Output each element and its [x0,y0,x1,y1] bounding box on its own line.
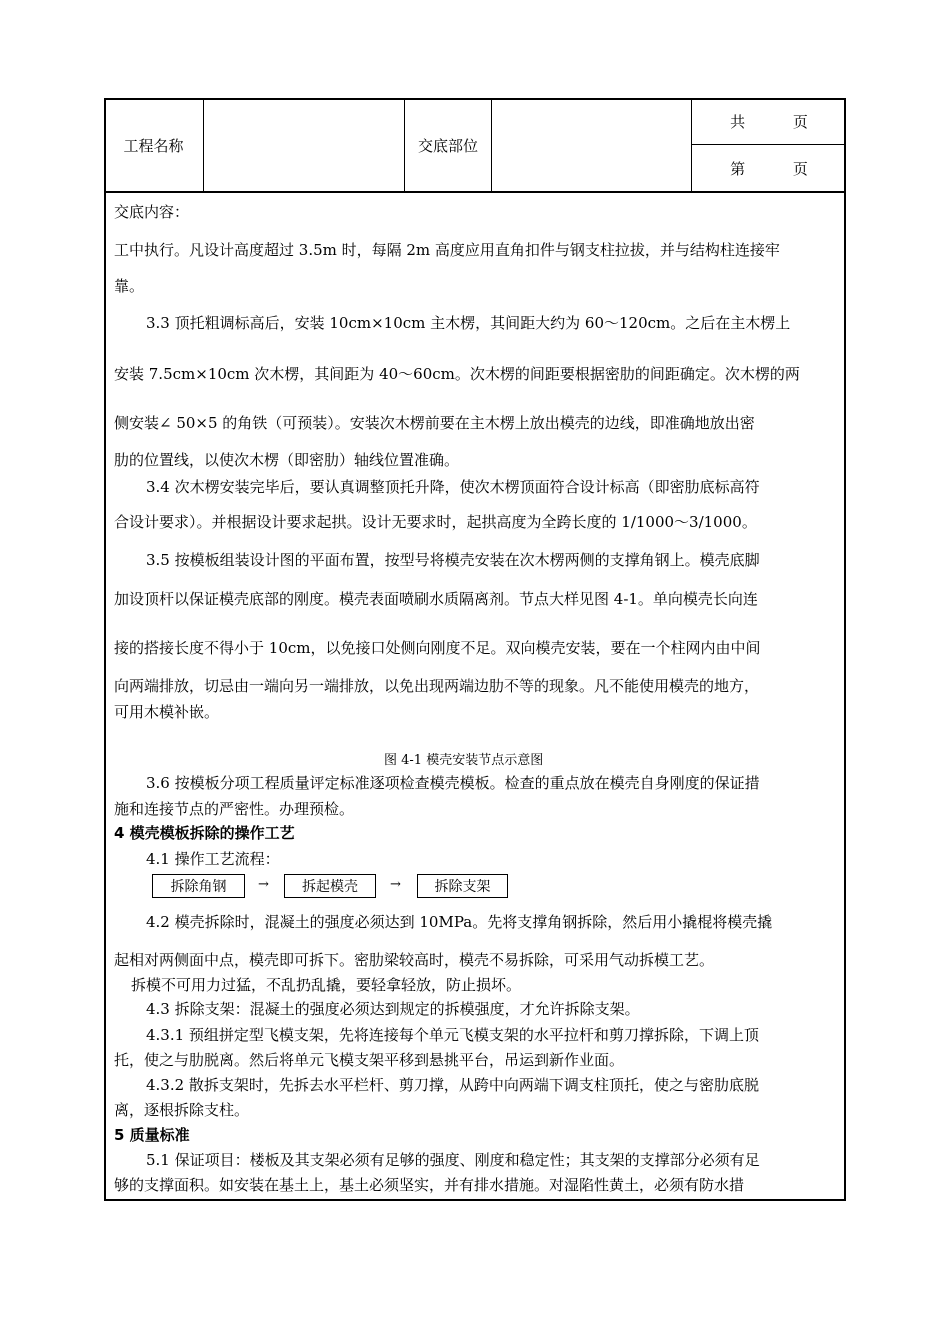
body-line: 侧安装∠ 50×5 的角铁（可预装）。安装次木楞前要在主木楞上放出模壳的边线，即准确地放出密 [114,414,755,432]
body-line: 起相对两侧面中点，模壳即可拆下。密肋梁较高时，模壳不易拆除，可采用气动拆模工艺。 [114,951,715,969]
body-line: 3.5 按模板组装设计图的平面布置，按型号将模壳安装在次木楞两侧的支撑角钢上。模壳底脚 [146,551,760,569]
body-line: 5.1 保证项目：楼板及其支架必须有足够的强度、刚度和稳定性；其支架的支撑部分必须有足 [146,1151,760,1169]
location-value[interactable] [492,98,691,192]
body-line: 合设计要求）。并根据设计要求起拱。设计无要求时，起拱高度为全跨长度的 1/1000～3/1000。 [114,513,757,531]
body-line: 4.3 拆除支架：混凝土的强度必须达到规定的拆模强度，才允许拆除支架。 [146,1000,640,1018]
section-4-title: 4 模壳模板拆除的操作工艺 [114,824,295,842]
body-line: 4.2 模壳拆除时，混凝土的强度必须达到 10MPa。先将支撑角钢拆除，然后用小撬棍将模壳撬 [146,913,773,931]
flow-step-remove-angle-steel: 拆除角钢 [152,874,245,898]
body-line: 离，逐根拆除支柱。 [114,1101,250,1119]
flow-step-lift-mold-shell: 拆起模壳 [284,874,376,898]
body-line: 安装 7.5cm×10cm 次木楞，其间距为 40～60cm。次木楞的间距要根据密肋的间距确定。次木楞的两 [114,365,800,383]
body-line: 接的搭接长度不得小于 10cm，以免接口处侧向刚度不足。双向模壳安装，要在一个柱网内由中间 [114,639,761,657]
body-line: 托，使之与肋脱离。然后将单元飞模支架平移到悬挑平台，吊运到新作业面。 [114,1051,625,1069]
subsection-4-1: 4.1 操作工艺流程： [146,850,280,868]
body-line: 3.4 次木楞安装完毕后，要认真调整顶托升降，使次木楞顶面符合设计标高（即密肋底标高符 [146,478,760,496]
page-number: 第 页 [730,159,808,178]
location-label: 交底部位 [417,136,478,155]
body-line: 施和连接节点的严密性。办理预检。 [114,800,355,818]
project-name-label: 工程名称 [123,136,184,155]
body-line: 向两端排放，切忌由一端向另一端排放，以免出现两端边肋不等的现象。凡不能使用模壳的地方， [114,677,760,695]
body-line: 4.3.1 预组拼定型飞模支架，先将连接每个单元飞模支架的水平拉杆和剪刀撑拆除，下调上顶 [146,1026,759,1044]
body-line: 可用木模补嵌。 [114,703,220,721]
total-pages: 共 页 [730,112,808,131]
body-line: 4.3.2 散拆支架时，先拆去水平栏杆、剪刀撑，从跨中向两端下调支柱顶托，使之与密肋底脱 [146,1076,759,1094]
project-name-value[interactable] [204,98,404,192]
body-line: 3.6 按模板分项工程质量评定标准逐项检查模壳模板。检查的重点放在模壳自身刚度的保证措 [146,774,760,792]
flow-step-remove-support: 拆除支架 [417,874,508,898]
body-line: 肋的位置线，以使次木楞（即密肋）轴线位置准确。 [114,451,460,469]
flow-arrow-2: → [390,877,401,892]
body-line: 3.3 顶托粗调标高后，安装 10cm×10cm 主木楞，其间距大约为 60～120cm。之后在主木楞上 [146,314,791,332]
body-line: 拆模不可用力过猛，不乱扔乱撬，要轻拿轻放，防止损坏。 [131,976,522,994]
body-line: 靠。 [114,277,145,295]
section-5-title: 5 质量标准 [114,1126,190,1144]
figure-caption: 图 4-1 模壳安装节点示意图 [384,753,544,768]
body-line: 工中执行。凡设计高度超过 3.5m 时，每隔 2m 高度应用直角扣件与钢支柱拉拔，并与结构柱连接牢 [114,241,780,259]
flow-arrow-1: → [258,877,269,892]
body-line: 加设顶杆以保证模壳底部的刚度。模壳表面喷刷水质隔离剂。节点大样见图 4-1。单向模壳长向连 [114,590,758,608]
content-label: 交底内容： [114,203,190,221]
body-line: 够的支撑面积。如安装在基土上，基土必须坚实，并有排水措施。对湿陷性黄土，必须有防水措 [114,1176,745,1194]
